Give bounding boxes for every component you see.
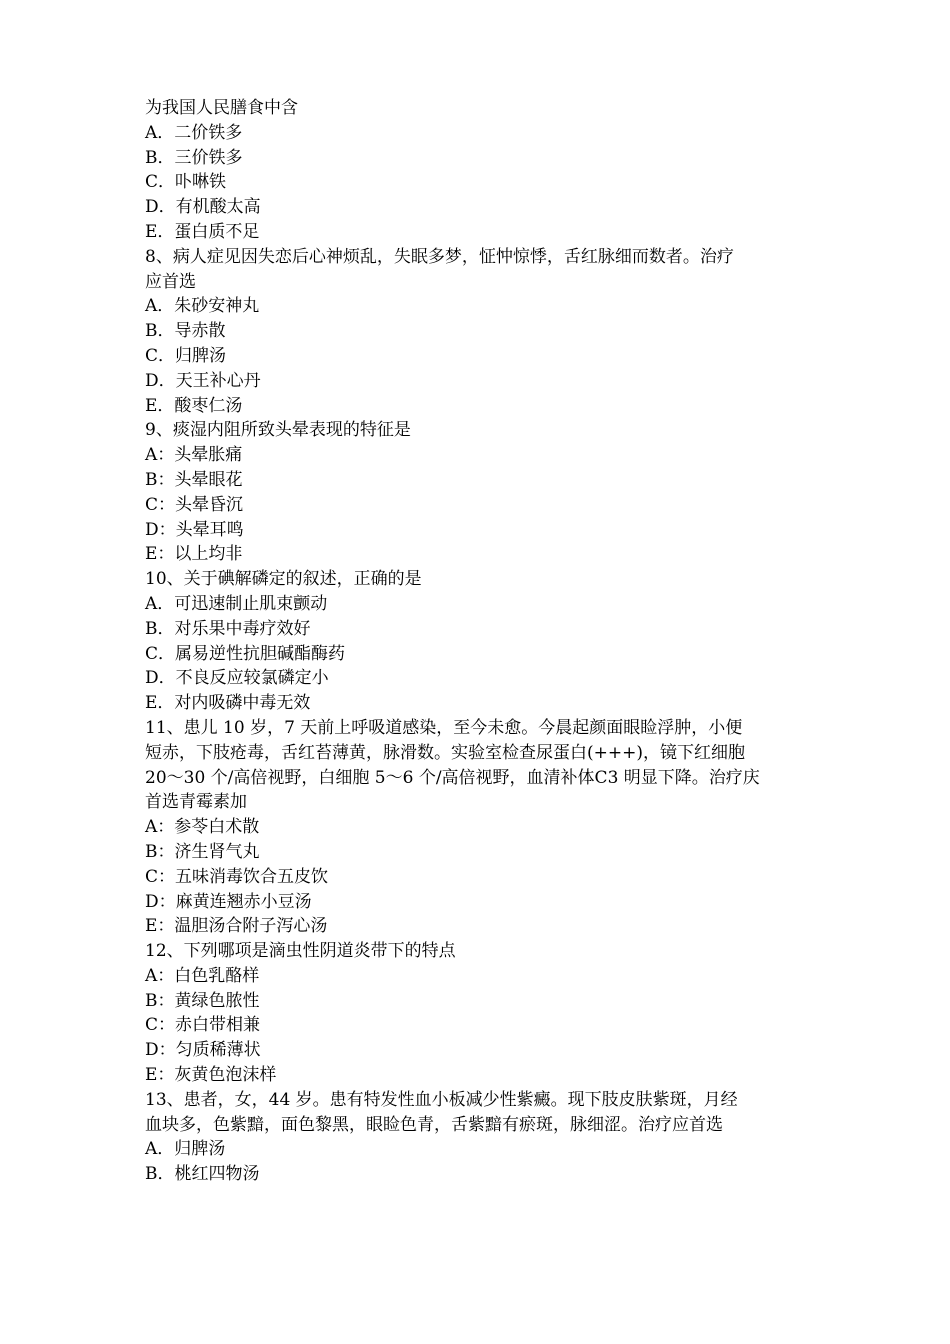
answer-option: B．对乐果中毒疗效好 <box>145 618 311 639</box>
question-stem: 应首选 <box>145 271 196 292</box>
question-stem: 8、病人症见因失恋后心神烦乱，失眠多梦，怔忡惊悸，舌红脉细而数者。治疗 <box>145 246 734 267</box>
answer-option: E．蛋白质不足 <box>145 221 260 242</box>
answer-option: C：头晕昏沉 <box>145 494 244 515</box>
answer-option: C．属易逆性抗胆碱酯酶药 <box>145 643 346 664</box>
answer-option: B：济生肾气丸 <box>145 841 260 862</box>
question-stem: 12、下列哪项是滴虫性阴道炎带下的特点 <box>145 941 456 962</box>
answer-option: D．不良反应较氯磷定小 <box>145 668 329 689</box>
answer-option: D：麻黄连翘赤小豆汤 <box>145 891 312 912</box>
answer-option: B：黄绿色脓性 <box>145 990 260 1011</box>
answer-option: E．对内吸磷中毒无效 <box>145 693 311 714</box>
question-stem: 首选青霉素加 <box>145 792 247 813</box>
answer-option: B．三价铁多 <box>145 147 243 168</box>
answer-option: D：匀质稀薄状 <box>145 1040 261 1061</box>
question-stem: 短赤，下肢疮毒，舌红苔薄黄，脉滑数。实验室检查尿蛋白(+++)，镜下红细胞 <box>145 742 745 763</box>
answer-option: D．有机酸太高 <box>145 197 261 218</box>
answer-option: B．导赤散 <box>145 321 226 342</box>
answer-option: A：白色乳酪样 <box>145 965 260 986</box>
question-stem: 13、患者，女，44 岁。患有特发性血小板减少性紫癜。现下肢皮肤紫斑，月经 <box>145 1089 738 1110</box>
answer-option: B．桃红四物汤 <box>145 1164 260 1185</box>
answer-option: A．归脾汤 <box>145 1139 226 1160</box>
answer-option: C．卟啉铁 <box>145 172 227 193</box>
answer-option: E．酸枣仁汤 <box>145 395 243 416</box>
answer-option: E：温胆汤合附子泻心汤 <box>145 916 328 937</box>
question-stem: 20～30 个/高倍视野，白细胞 5～6 个/高倍视野，血清补体C3 明显下降。治疗庆 <box>145 767 760 788</box>
answer-option: A：头晕胀痛 <box>145 445 243 466</box>
question-stem: 10、关于碘解磷定的叙述，正确的是 <box>145 569 422 590</box>
answer-option: E：以上均非 <box>145 544 243 565</box>
answer-option: B：头晕眼花 <box>145 469 243 490</box>
answer-option: E：灰黄色泡沫样 <box>145 1065 277 1086</box>
answer-option: C．归脾汤 <box>145 345 227 366</box>
answer-option: A．朱砂安神丸 <box>145 296 260 317</box>
answer-option: C：赤白带相兼 <box>145 1015 261 1036</box>
question-stem: 血块多，色紫黯，面色黎黑，眼睑色青，舌紫黯有瘀斑，脉细涩。治疗应首选 <box>145 1114 723 1135</box>
answer-option: A．二价铁多 <box>145 122 243 143</box>
document-body <box>145 96 815 1187</box>
question-stem: 11、患儿 10 岁，7 天前上呼吸道感染，至今未愈。今晨起颜面眼睑浮肿，小便 <box>145 717 743 738</box>
answer-option: D：头晕耳鸣 <box>145 519 244 540</box>
answer-option: A．可迅速制止肌束颤动 <box>145 593 328 614</box>
answer-option: D．天王补心丹 <box>145 370 261 391</box>
question-stem: 9、痰湿内阻所致头晕表现的特征是 <box>145 420 411 441</box>
question-stem: 为我国人民膳食中含 <box>145 98 298 118</box>
answer-option: C：五味消毒饮合五皮饮 <box>145 866 329 887</box>
answer-option: A：参苓白术散 <box>145 817 260 838</box>
